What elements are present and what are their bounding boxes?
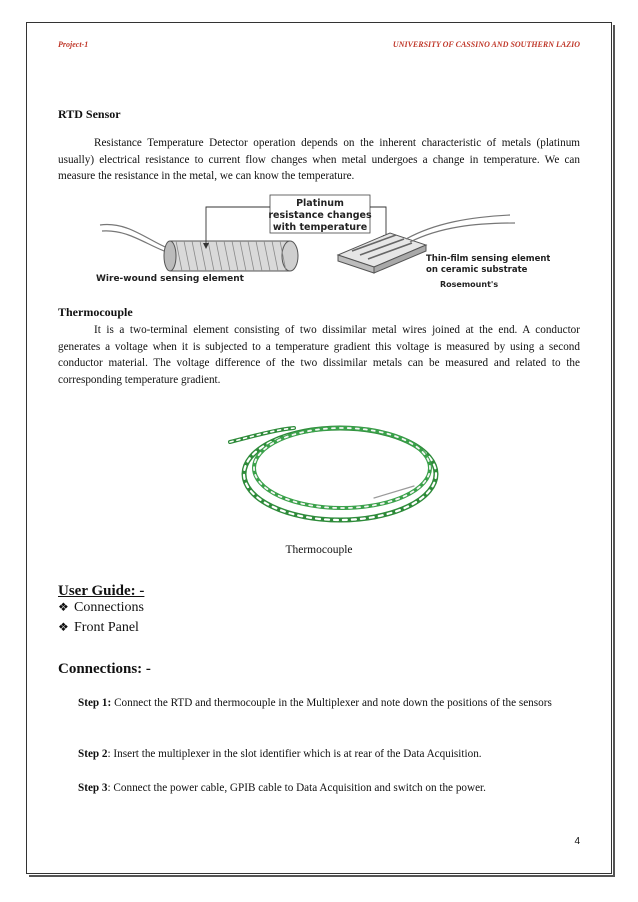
thin-film-label-2: on ceramic substrate [426, 265, 528, 275]
step-text: : Insert the multiplexer in the slot identifier which is at rear of the Data Acquisition. [107, 748, 482, 760]
wire-wound-coil [164, 241, 298, 271]
callout-line-3: with temperature [272, 222, 368, 233]
step-text: Connect the RTD and thermocouple in the Multiplexer and note down the positions of the sensors [111, 697, 552, 709]
thin-film-substrate [338, 233, 426, 273]
callout-arrow-right [370, 207, 386, 237]
rtd-paragraph: Resistance Temperature Detector operation depends on the inherent characteristic of metals (platinum usually) electrical resistance to current flow changes when metal undergoes a change in temperature. We can measure the resistance in the metal, we can know the temperature. [58, 137, 580, 182]
user-guide-heading: User Guide: - [58, 583, 145, 599]
user-guide-item [58, 620, 139, 636]
step-3 [58, 780, 580, 797]
step-label: Step 2 [78, 748, 108, 760]
wire-wound-label: Wire-wound sensing element [96, 274, 244, 284]
rtd-heading: RTD Sensor [58, 107, 121, 121]
diamond-bullet-icon: ❖ [58, 620, 69, 634]
header-project: Project-1 [58, 40, 89, 49]
header-university: UNIVERSITY OF CASSINO AND SOUTHERN LAZIO [392, 40, 580, 49]
thermocouple-caption: Thermocouple [285, 544, 353, 556]
step-2 [58, 746, 580, 763]
rtd-lead-wire [100, 225, 175, 251]
twisted-wire-loop [230, 428, 436, 520]
thin-film-lead-wire [410, 223, 515, 242]
user-guide-item-label: Front Panel [74, 620, 139, 635]
user-guide-item-label: Connections [74, 600, 144, 615]
step-label: Step 3 [78, 782, 108, 794]
user-guide-item [58, 600, 144, 616]
thin-film-label-1: Thin-film sensing element [426, 254, 550, 264]
thermocouple-image [224, 408, 454, 530]
step-1 [58, 695, 580, 712]
step-label: Step 1: [78, 697, 112, 709]
callout-arrow-left [206, 207, 270, 245]
page-number: 4 [574, 836, 580, 847]
callout-line-1: Platinum [296, 198, 344, 209]
step-text: : Connect the power cable, GPIB cable to Data Acquisition and switch on the power. [107, 782, 486, 794]
cut-off-label: Rosemount's [440, 280, 499, 287]
diamond-bullet-icon: ❖ [58, 600, 69, 614]
thermocouple-heading: Thermocouple [58, 305, 133, 319]
callout-line-2: resistance changes [268, 210, 372, 221]
connections-heading: Connections: - [58, 661, 151, 677]
thermocouple-paragraph: It is a two-terminal element consisting of two dissimilar metal wires joined at the end. A conductor generates a voltage when it is subjected to a temperature gradient this voltage is measured by using a second conductor material. The voltage difference of the two dissimilar metals can be measured and related to the corresponding temperature gradient. [58, 324, 580, 386]
rtd-figure [90, 193, 550, 287]
